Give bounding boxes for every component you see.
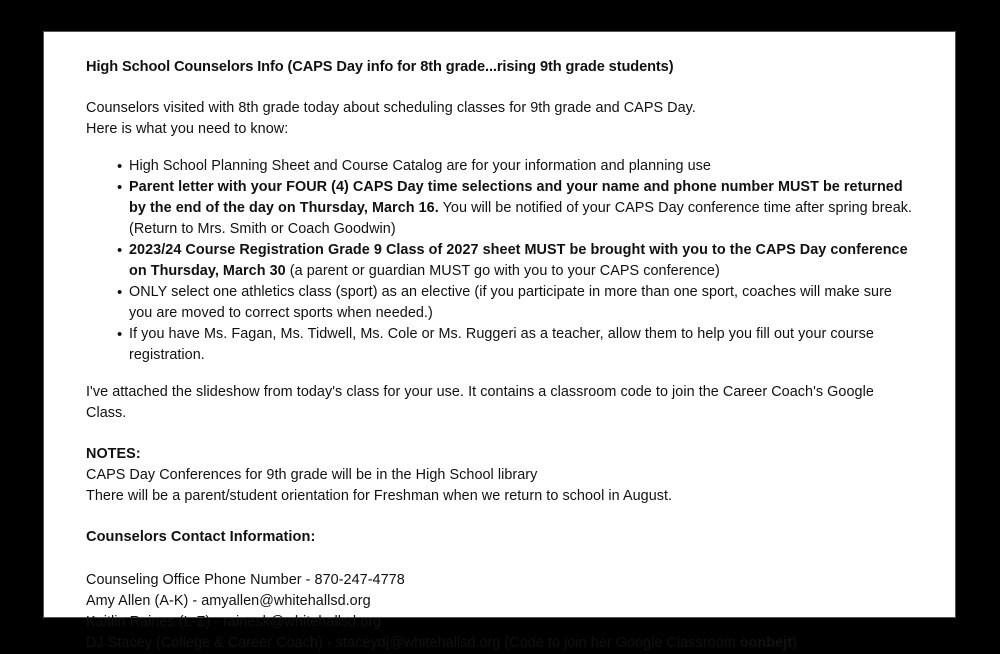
intro-line-1: Counselors visited with 8th grade today about scheduling classes for 9th grade and CAPS Day. bbox=[86, 100, 696, 116]
page-title: High School Counselors Info (CAPS Day info for 8th grade...rising 9th grade students) bbox=[86, 59, 674, 75]
slideshow-paragraph: I've attached the slideshow from today's class for your use. It contains a classroom code to join the Career Coach's Google Class. bbox=[86, 384, 874, 421]
contact-kaitlin-raines: Kaitlin Raines (L-Z) - rainesk@whitehallsd.org bbox=[86, 614, 382, 630]
contact-dj-stacey-text: DJ Stacey (College & Career Coach) - staceydj@whitehallsd.org (Code to join her Google Classroom bbox=[86, 635, 740, 651]
contact-heading: Counselors Contact Information: bbox=[86, 529, 316, 545]
contact-dj-stacey-suffix: ) bbox=[792, 635, 797, 651]
notes-heading: NOTES: bbox=[86, 446, 141, 462]
list-item bbox=[86, 156, 916, 177]
notes-line-2: There will be a parent/student orientation for Freshman when we return to school in August. bbox=[86, 488, 673, 504]
spacer bbox=[86, 78, 916, 98]
intro-paragraph bbox=[86, 98, 916, 140]
google-classroom-code: oonbejt bbox=[739, 635, 793, 651]
list-item bbox=[86, 324, 916, 366]
bullet-icon: • bbox=[117, 179, 123, 196]
bullet-icon: • bbox=[117, 326, 123, 343]
list-item-bold-text: Parent letter with your FOUR (4) CAPS Day time selections and your name and phone number MUST be returned by the end of the day on Thursday, March 16. bbox=[129, 179, 903, 216]
bullet-icon: • bbox=[117, 158, 123, 175]
spacer bbox=[86, 140, 916, 156]
bullet-icon: • bbox=[117, 242, 123, 259]
list-item bbox=[86, 240, 916, 282]
list-item-text: You will be notified of your CAPS Day conference time after spring break. (Return to Mrs. Smith or Coach Goodwin) bbox=[129, 200, 913, 237]
list-item bbox=[86, 282, 916, 324]
spacer bbox=[86, 548, 916, 570]
contact-amy-allen: Amy Allen (A-K) - amyallen@whitehallsd.org bbox=[86, 593, 371, 609]
spacer bbox=[86, 366, 916, 382]
document-body bbox=[86, 57, 916, 654]
list-item-text: If you have Ms. Fagan, Ms. Tidwell, Ms. Cole or Ms. Ruggeri as a teacher, allow them to help you fill out your course registration. bbox=[129, 326, 874, 363]
list-item bbox=[86, 177, 916, 240]
spacer bbox=[86, 424, 916, 444]
intro-line-2: Here is what you need to know: bbox=[86, 121, 289, 137]
bullet-icon: • bbox=[117, 284, 123, 301]
instructions-list bbox=[86, 156, 916, 366]
contact-office-phone: Counseling Office Phone Number - 870-247-4778 bbox=[86, 572, 405, 588]
list-item-text: (a parent or guardian MUST go with you to your CAPS conference) bbox=[285, 263, 720, 279]
contact-dj-stacey bbox=[86, 633, 916, 654]
notes-line-1: CAPS Day Conferences for 9th grade will be in the High School library bbox=[86, 467, 538, 483]
list-item-text: High School Planning Sheet and Course Catalog are for your information and planning use bbox=[129, 158, 711, 174]
spacer bbox=[86, 507, 916, 527]
list-item-bold-text: 2023/24 Course Registration Grade 9 Class of 2027 sheet MUST be brought with you to the CAPS Day conference on Thursday, March 30 bbox=[129, 242, 908, 279]
list-item-text: ONLY select one athletics class (sport) as an elective (if you participate in more than one sport, coaches will make sure you are moved to correct sports when needed.) bbox=[129, 284, 892, 321]
document-page bbox=[44, 32, 955, 651]
